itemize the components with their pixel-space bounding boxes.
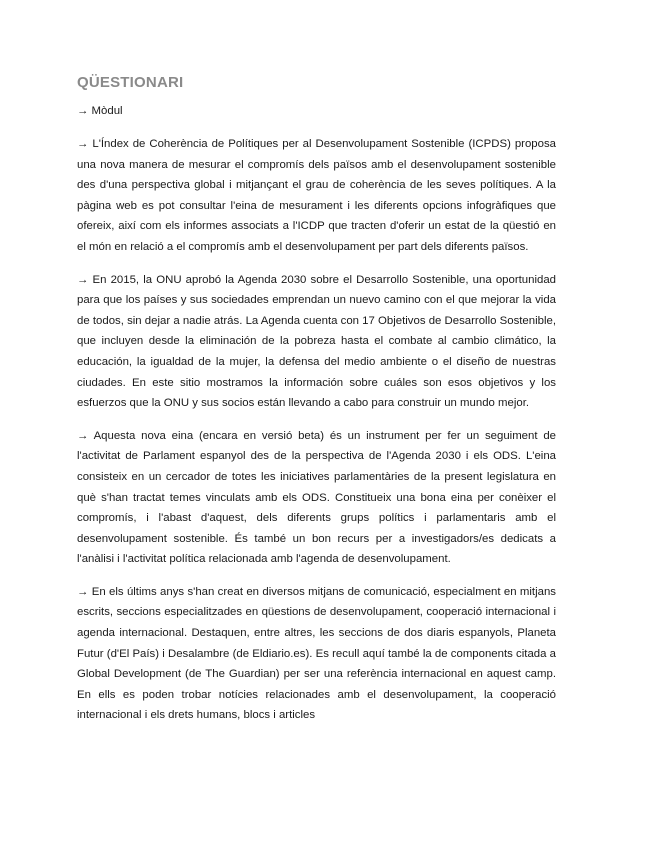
paragraph-parliament-tool: → Aquesta nova eina (encara en versió beta) és un instrument per fer un seguiment de l'activitat de Parlament espanyol des de la perspectiva de l'Agenda 2030 i els ODS. L'eina consisteix en un cercador de totes les iniciatives parlamentàries de la present legislatura en què s'han tractat temes vinculats amb els ODS. Constitueix una bona eina per conèixer el compromís, i l'abast d'aquest, dels diferents grups polítics i parlamentaris amb el desenvolupament sostenible. És també un bon recurs per a investigadors/es dedicats a l'anàlisi i l'activitat política relacionada amb l'agenda de desenvolupament. xyxy=(77,429,556,566)
page-title: QÜESTIONARI xyxy=(77,74,184,91)
paragraph-icpds: → L'Índex de Coherència de Polítiques per al Desenvolupament Sostenible (ICPDS) proposa una nova manera de mesurar el compromís dels països amb el desenvolupament sostenible des d'una perspectiva global i mitjançant el grau de coherència de les seves polítiques. A la pàgina web es pot consultar l'eina de mesurament i les diferents opcions infogràfiques que ofereix, així com els informes associats a l'ICDP que tracten d'oferir un estat de la qüestió en el món en relació a el compromís amb el desenvolupament per part dels diferents països. xyxy=(77,138,556,253)
paragraph-media-sections: → En els últims anys s'han creat en diversos mitjans de comunicació, especialment en mitjans escrits, seccions especialitzades en qüestions de desenvolupament, cooperació internacional i agenda internacional. Destaquen, entre altres, les seccions de dos diaris espanyols, Planeta Futur (d'El País) i Desalambre (de Eldiario.es). Es recull aquí també la de components citada a Global Development (de The Guardian) per ser una referència internacional en aquest camp. En ells es poden trobar notícies relacionades amb el desenvolupament, la cooperació internacional i els drets humans, blocs i articles xyxy=(77,585,556,722)
document-page xyxy=(77,74,556,726)
module-link[interactable]: → Mòdul xyxy=(77,105,123,117)
paragraph-agenda-2030: → En 2015, la ONU aprobó la Agenda 2030 sobre el Desarrollo Sostenible, una oportunidad para que los países y sus sociedades emprendan un nuevo camino con el que mejorar la vida de todos, sin dejar a nadie atrás. La Agenda cuenta con 17 Objetivos de Desarrollo Sostenible, que incluyen desde la eliminación de la pobreza hasta el combate al cambio climático, la educación, la igualdad de la mujer, la defensa del medio ambiente o el diseño de nuestras ciudades. En este sitio mostramos la información sobre cuáles son esos objetivos y los esfuerzos que la ONU y sus socios están llevando a cabo para construir un mundo mejor. xyxy=(77,273,556,410)
